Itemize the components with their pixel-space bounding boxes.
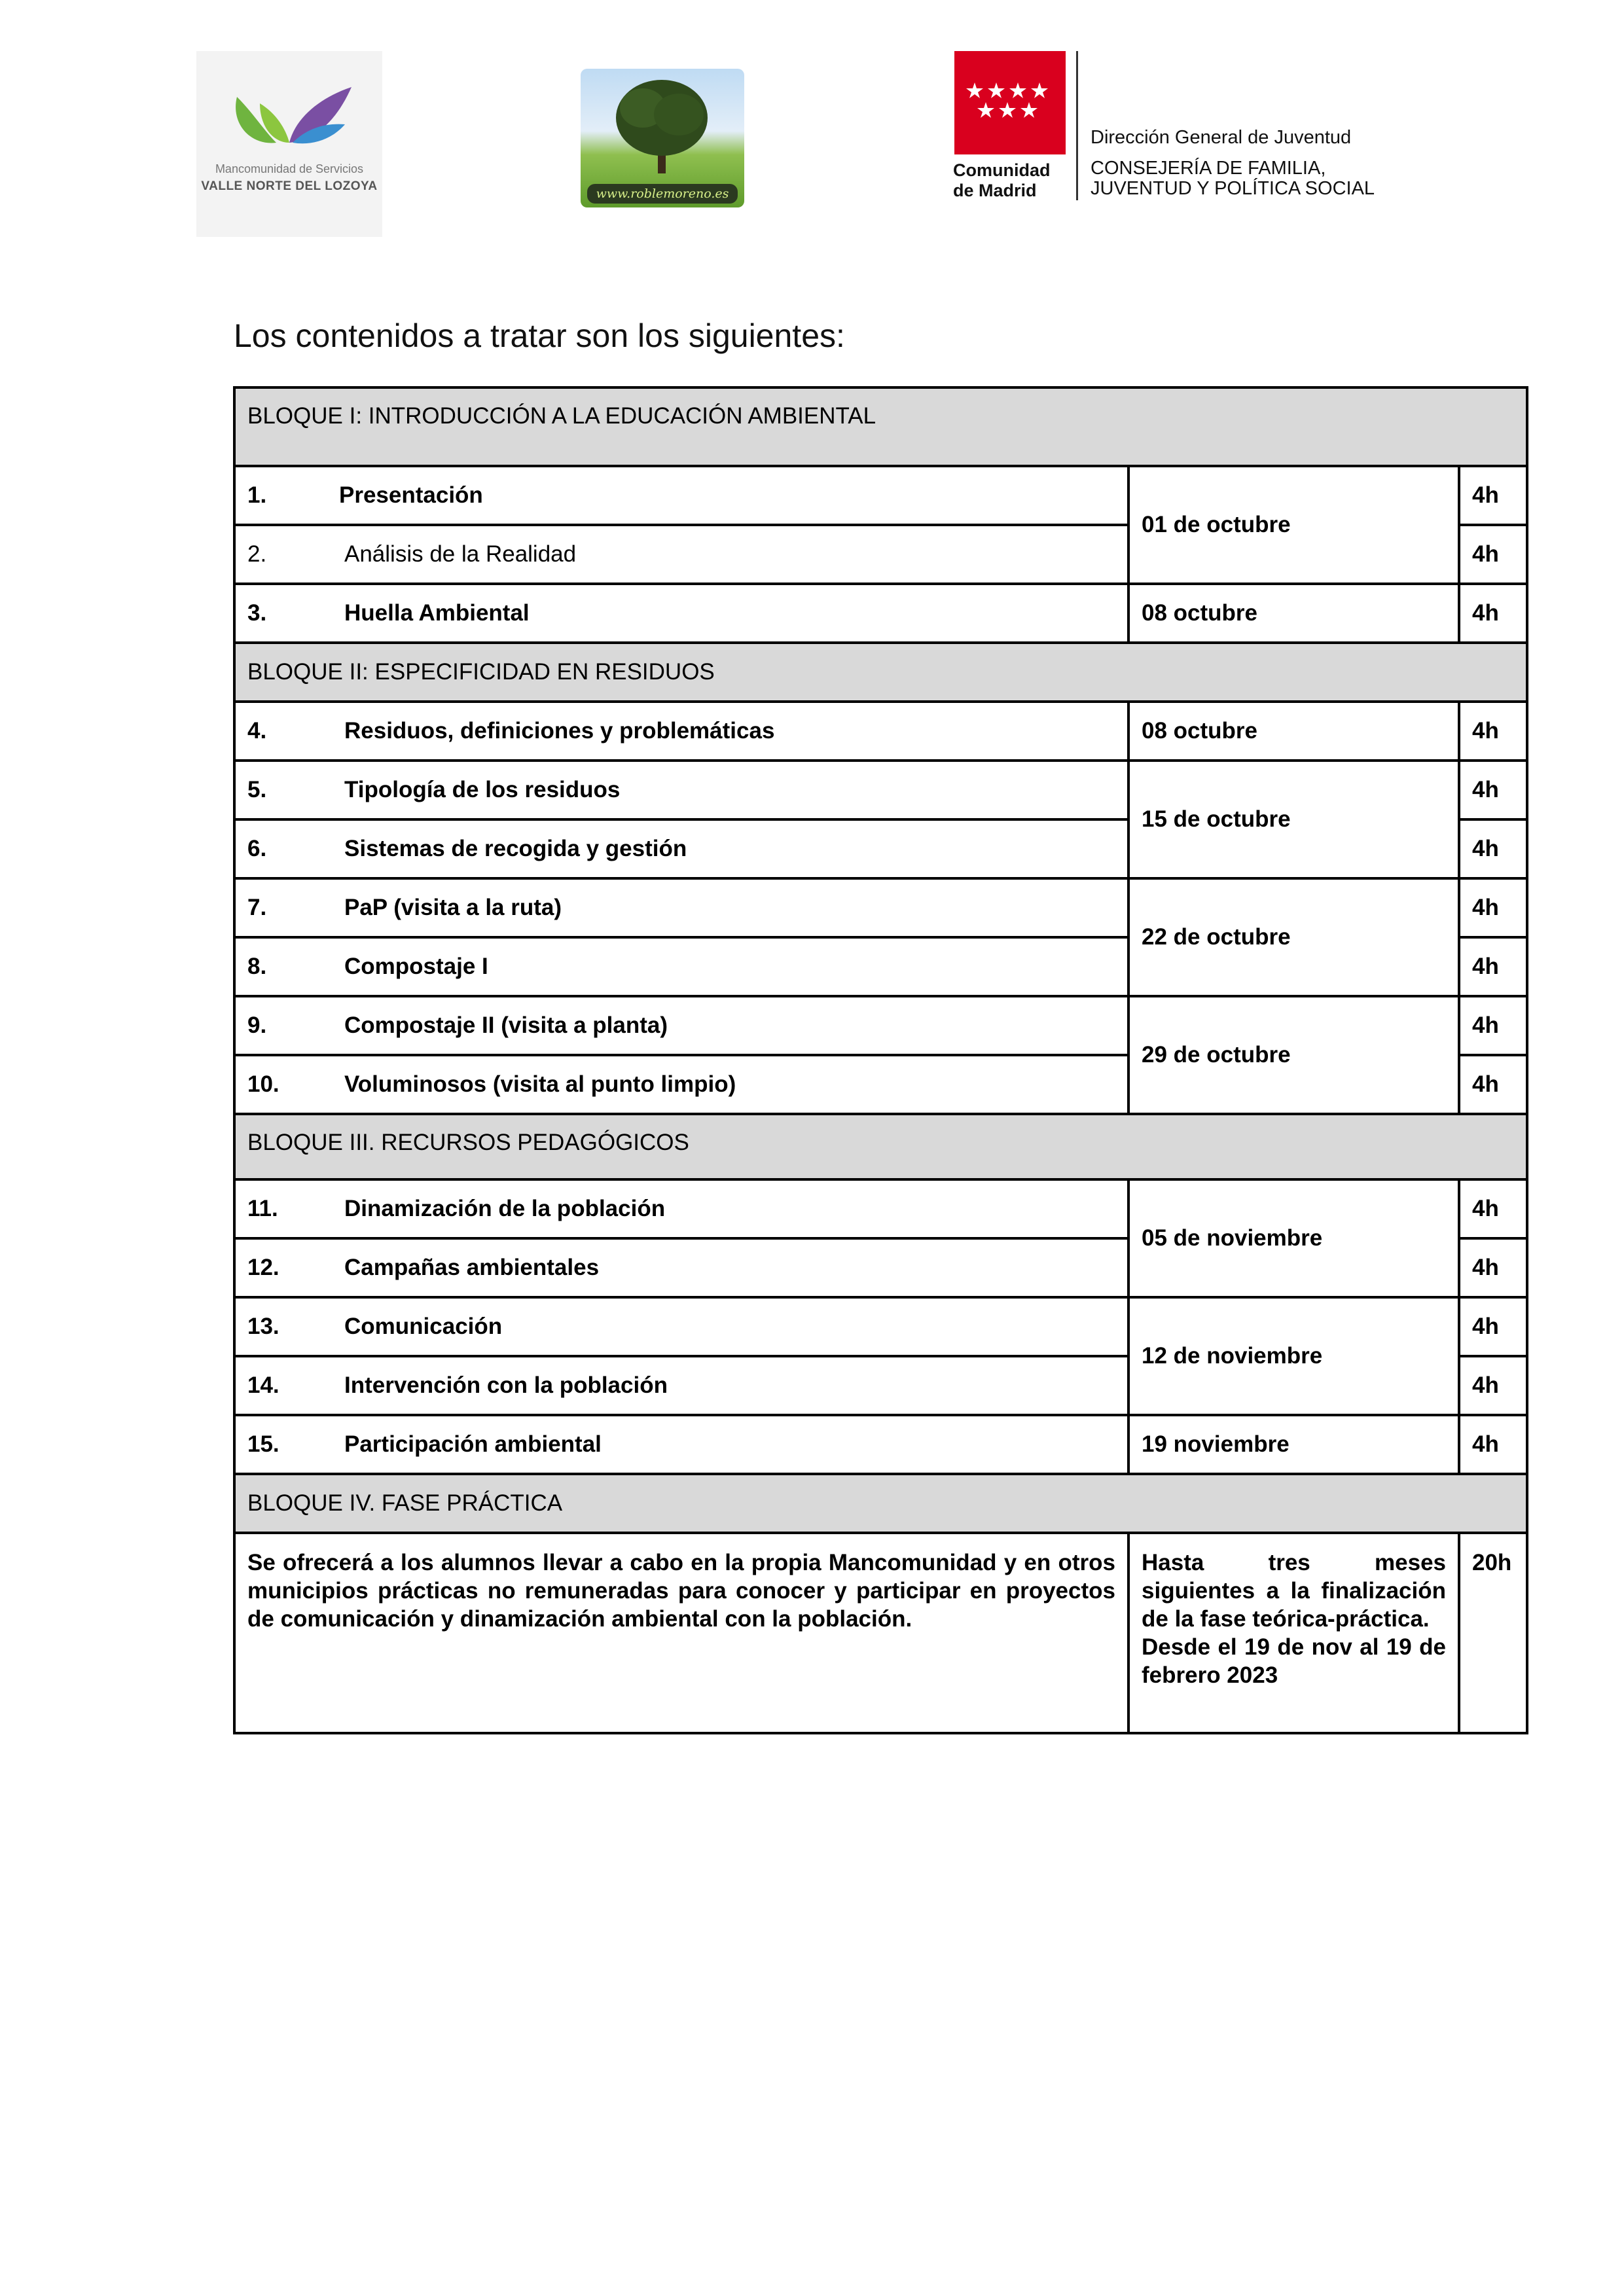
item-date: 01 de octubre (1128, 466, 1459, 584)
item-title: Comunicación (344, 1314, 503, 1339)
item-hours: 4h (1459, 584, 1527, 643)
practica-hours: 20h (1459, 1533, 1527, 1733)
practica-dates: Desde el 19 de nov al 19 de febrero 2023 (1142, 1634, 1446, 1688)
item-title: Voluminosos (visita al punto limpio) (344, 1071, 736, 1097)
mancomunidad-line2: VALLE NORTE DEL LOZOYA (201, 179, 378, 193)
item-number: 4. (247, 718, 267, 744)
table-row (234, 1415, 1527, 1474)
item-hours: 4h (1459, 1238, 1527, 1297)
page-heading: Los contenidos a tratar son los siguientes: (234, 317, 845, 354)
item-date: 29 de octubre (1128, 996, 1459, 1114)
item-number: 3. (247, 600, 267, 626)
item-title: Residuos, definiciones y problemáticas (344, 718, 775, 744)
item-date: 08 octubre (1128, 702, 1459, 761)
item-title: Dinamización de la población (344, 1196, 666, 1221)
table-row (234, 466, 1527, 525)
item-number: 5. (247, 777, 267, 802)
item-number: 11. (247, 1196, 278, 1221)
item-date: 15 de octubre (1128, 761, 1459, 878)
bloque-3-title: BLOQUE III. RECURSOS PEDAGÓGICOS (234, 1114, 1527, 1179)
item-title: Presentación (339, 482, 483, 508)
item-hours: 4h (1459, 819, 1527, 878)
item-number: 10. (247, 1071, 280, 1097)
item-title: Participación ambiental (344, 1431, 602, 1457)
item-title: Huella Ambiental (344, 600, 530, 626)
bloque-1-row (234, 387, 1527, 466)
item-number: 14. (247, 1372, 280, 1398)
roblemoreno-logo (581, 69, 744, 207)
item-title: PaP (visita a la ruta) (344, 895, 562, 920)
item-number: 8. (247, 954, 267, 979)
item-number: 13. (247, 1314, 280, 1339)
item-hours: 4h (1459, 1356, 1527, 1415)
item-hours: 4h (1459, 525, 1527, 584)
practica-period: Hasta tres meses siguientes a la finalización de la fase teórica-práctica. (1142, 1550, 1446, 1632)
item-number: 12. (247, 1255, 280, 1280)
madrid-name-line1: Comunidad (953, 160, 1051, 180)
bloque-1-title: BLOQUE I: INTRODUCCIÓN A LA EDUCACIÓN AMBIENTAL (234, 387, 1527, 466)
item-hours: 4h (1459, 1297, 1527, 1356)
table-row (234, 878, 1527, 937)
table-row (234, 702, 1527, 761)
consejeria-line2: JUVENTUD Y POLÍTICA SOCIAL (1091, 178, 1375, 199)
comunidad-de-madrid-label (953, 160, 1051, 201)
item-number: 6. (247, 836, 267, 861)
bloque-2-row (234, 643, 1527, 702)
item-date: 12 de noviembre (1128, 1297, 1459, 1415)
item-hours: 4h (1459, 996, 1527, 1055)
item-number: 7. (247, 895, 267, 920)
roblemoreno-url: www.roblemoreno.es (587, 184, 738, 204)
contents-table (233, 386, 1528, 1734)
item-title: Tipología de los residuos (344, 777, 621, 802)
leaves-icon (224, 77, 355, 156)
table-row (234, 761, 1527, 819)
item-hours: 4h (1459, 878, 1527, 937)
item-number: 2. (247, 541, 267, 567)
madrid-divider (1076, 51, 1078, 200)
madrid-name-line2: de Madrid (953, 181, 1037, 200)
mancomunidad-line1: Mancomunidad de Servicios (215, 162, 364, 175)
item-title: Compostaje II (visita a planta) (344, 1013, 668, 1038)
direccion-general: Dirección General de Juventud (1091, 127, 1352, 148)
item-hours: 4h (1459, 761, 1527, 819)
item-date: 08 octubre (1128, 584, 1459, 643)
consejeria-line1: CONSEJERÍA DE FAMILIA, (1091, 158, 1326, 179)
item-title: Análisis de la Realidad (344, 541, 577, 567)
item-hours: 4h (1459, 1415, 1527, 1474)
item-title: Compostaje I (344, 954, 488, 979)
item-title: Sistemas de recogida y gestión (344, 836, 687, 861)
table-row (234, 1297, 1527, 1356)
practica-row (234, 1533, 1527, 1733)
stars-icon (954, 51, 1066, 154)
table-row (234, 996, 1527, 1055)
item-title: Campañas ambientales (344, 1255, 600, 1280)
bloque-3-row (234, 1114, 1527, 1179)
item-title: Intervención con la población (344, 1372, 668, 1398)
item-number: 1. (247, 482, 267, 508)
mancomunidad-logo (196, 51, 382, 237)
bloque-4-row (234, 1474, 1527, 1533)
item-hours: 4h (1459, 702, 1527, 761)
bloque-2-title: BLOQUE II: ESPECIFICIDAD EN RESIDUOS (234, 643, 1527, 702)
madrid-flag (954, 51, 1066, 154)
table-row (234, 584, 1527, 643)
item-hours: 4h (1459, 1055, 1527, 1114)
item-hours: 4h (1459, 937, 1527, 996)
practica-description: Se ofrecerá a los alumnos llevar a cabo en la propia Mancomunidad y en otros municipios prácticas no remuneradas para conocer y participar en proyectos de comunicación y dinamización ambiental con la población. (247, 1550, 1115, 1632)
table-row (234, 1179, 1527, 1238)
item-hours: 4h (1459, 1179, 1527, 1238)
bloque-4-title: BLOQUE IV. FASE PRÁCTICA (234, 1474, 1527, 1533)
item-date: 19 noviembre (1128, 1415, 1459, 1474)
consejeria (1091, 158, 1375, 199)
item-number: 15. (247, 1431, 280, 1457)
item-date: 22 de octubre (1128, 878, 1459, 996)
item-date: 05 de noviembre (1128, 1179, 1459, 1297)
item-number: 9. (247, 1013, 267, 1038)
item-hours: 4h (1459, 466, 1527, 525)
